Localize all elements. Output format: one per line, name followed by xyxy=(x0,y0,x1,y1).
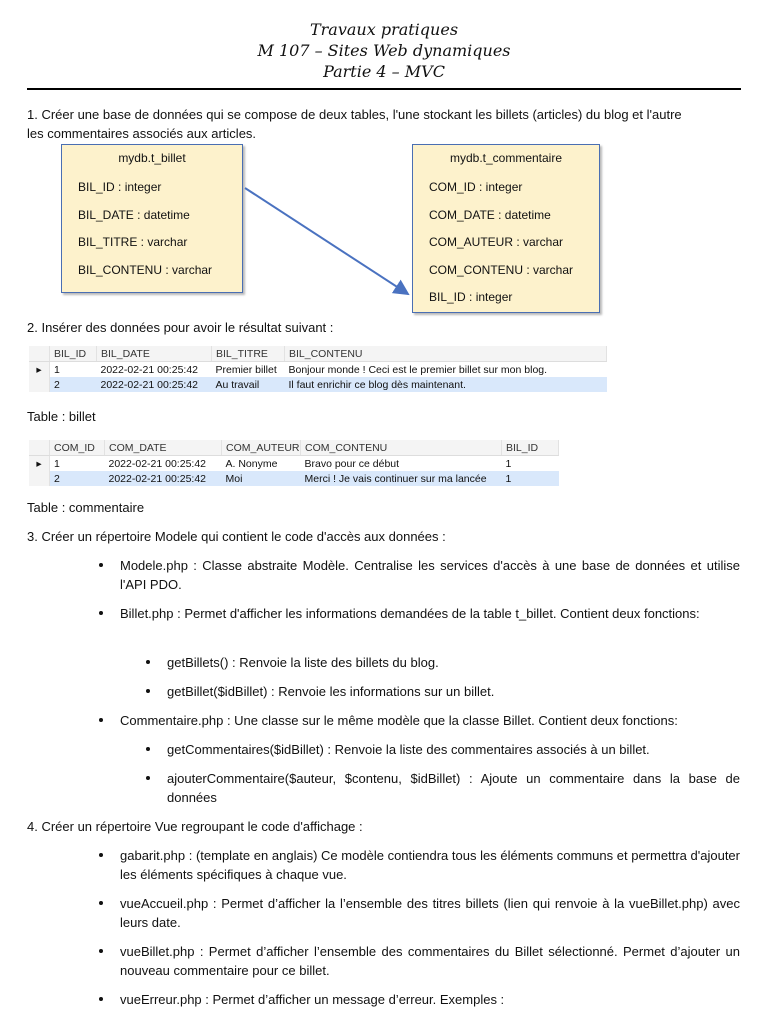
table-cell: 1 xyxy=(54,363,60,376)
table-row[interactable] xyxy=(29,456,559,472)
bullet-icon xyxy=(99,949,103,953)
question-3: 3. Créer un répertoire Modele qui contient le code d'accès aux données : xyxy=(27,529,446,544)
schema-commentaire-field: COM_ID : integer xyxy=(429,180,523,194)
column-header: COM_CONTENU xyxy=(301,440,502,456)
schema-commentaire-field: BIL_ID : integer xyxy=(429,290,513,304)
table-cell: 2 xyxy=(50,471,105,486)
bullet-icon xyxy=(99,997,103,1001)
caption-table-commentaire: Table : commentaire xyxy=(27,500,145,515)
column-header: BIL_DATE xyxy=(97,346,212,362)
table-cell: Moi xyxy=(222,471,301,486)
column-header: COM_DATE xyxy=(105,440,222,456)
bullet-icon xyxy=(99,901,103,905)
data-table-billet xyxy=(29,346,607,392)
schema-commentaire-field: COM_DATE : datetime xyxy=(429,207,551,222)
list-item: Modele.php : Classe abstraite Modèle. Centralise les services d'accès à une base de données et utilise l'API PDO. xyxy=(120,558,740,592)
table-cell: Bravo pour ce début xyxy=(304,457,400,470)
table-header-row xyxy=(29,346,607,362)
list-item: ajouterCommentaire($auteur, $contenu, $idBillet) : Ajoute un commentaire dans la base de données xyxy=(167,771,740,805)
schema-billet-field: BIL_CONTENU : varchar xyxy=(78,262,213,277)
table-cell: Au travail xyxy=(212,377,285,392)
column-header: BIL_CONTENU xyxy=(285,346,607,362)
list-item: getBillet($idBillet) : Renvoie les informations sur un billet. xyxy=(167,684,495,699)
schema-commentaire-field: COM_AUTEUR : varchar xyxy=(429,235,564,249)
table-row[interactable] xyxy=(29,471,559,486)
bullet-icon xyxy=(146,689,150,693)
table-cell: Bonjour monde ! Ceci est le premier billet sur mon blog. xyxy=(288,363,548,376)
header-title: Travaux pratiques xyxy=(309,20,459,39)
question-4: 4. Créer un répertoire Vue regroupant le code d'affichage : xyxy=(27,819,363,834)
bullet-icon xyxy=(146,776,150,780)
bullet-icon xyxy=(99,563,103,567)
list-item: Billet.php : Permet d'afficher les informations demandées de la table t_billet. Contient deux fonctions: xyxy=(120,606,700,621)
schema-billet-field: BIL_ID : integer xyxy=(78,180,162,194)
table-cell: Merci ! Je vais continuer sur ma lancée xyxy=(301,471,502,486)
list-item: vueAccueil.php : Permet d’afficher la l’ensemble des titres billets (lien qui renvoie à la vueBillet.php) avec leurs date. xyxy=(120,896,740,930)
data-table-commentaire xyxy=(29,440,559,486)
column-header: BIL_ID xyxy=(502,440,559,456)
table-header-row xyxy=(29,440,559,456)
question-1-line2: les commentaires associés aux articles. xyxy=(27,126,257,141)
table-cell: Premier billet xyxy=(215,363,277,376)
bullet-icon xyxy=(146,747,150,751)
header-part: Partie 4 – MVC xyxy=(323,62,445,81)
column-header: BIL_TITRE xyxy=(212,346,285,362)
bullet-icon xyxy=(99,611,103,615)
list-item: vueErreur.php : Permet d’afficher un message d’erreur. Exemples : xyxy=(120,992,505,1007)
bullet-icon xyxy=(99,718,103,722)
bullet-icon xyxy=(99,853,103,857)
table-cell: 2022-02-21 00:25:42 xyxy=(100,363,198,376)
table-cell: 1 xyxy=(505,457,512,470)
column-header: COM_AUTEUR xyxy=(222,440,301,456)
caption-table-billet: Table : billet xyxy=(27,409,96,424)
schema-commentaire-field: COM_CONTENU : varchar xyxy=(429,262,574,277)
question-1-line1: 1. Créer une base de données qui se compose de deux tables, l'une stockant les billets (articles) du blog et l'autre xyxy=(27,107,682,122)
schema-billet-title: mydb.t_billet xyxy=(118,151,186,165)
schema-billet-field: BIL_DATE : datetime xyxy=(78,207,190,222)
header-course: M 107 – Sites Web dynamiques xyxy=(257,41,511,60)
list-item: getCommentaires($idBillet) : Renvoie la liste des commentaires associés à un billet. xyxy=(167,742,650,757)
question-2: 2. Insérer des données pour avoir le résultat suivant : xyxy=(27,320,334,335)
list-item: getBillets() : Renvoie la liste des billets du blog. xyxy=(167,655,439,670)
list-item: Commentaire.php : Une classe sur le même modèle que la classe Billet. Contient deux fonctions: xyxy=(120,713,678,728)
schema-commentaire-title: mydb.t_commentaire xyxy=(449,151,563,165)
table-row[interactable] xyxy=(29,377,607,392)
table-cell: 2022-02-21 00:25:42 xyxy=(108,457,206,470)
column-header: COM_ID xyxy=(50,440,105,456)
schema-billet-field: BIL_TITRE : varchar xyxy=(78,235,188,249)
table-cell: A. Nonyme xyxy=(225,457,278,470)
row-selector-icon[interactable]: ▸ xyxy=(29,362,50,378)
relation-arrow xyxy=(0,0,768,330)
table-cell: 2 xyxy=(50,377,97,392)
bullet-icon xyxy=(146,660,150,664)
row-selector-icon[interactable]: ▸ xyxy=(29,456,50,472)
list-item: gabarit.php : (template en anglais) Ce modèle contiendra tous les éléments communs et permettra d'ajouter les éléments spécifiques à chaque vue. xyxy=(120,848,740,882)
list-item: vueBillet.php : Permet d’afficher l’ensemble des commentaires du Billet sélectionné. Permet d’ajouter un nouveau commentaire pour ce billet. xyxy=(120,944,740,978)
table-row[interactable] xyxy=(29,362,607,378)
table-cell: Il faut enrichir ce blog dès maintenant. xyxy=(285,377,607,392)
table-cell: 1 xyxy=(502,471,559,486)
table-cell: 1 xyxy=(54,457,60,470)
table-cell: 2022-02-21 00:25:42 xyxy=(105,471,222,486)
column-header: BIL_ID xyxy=(50,346,97,362)
table-cell: 2022-02-21 00:25:42 xyxy=(97,377,212,392)
